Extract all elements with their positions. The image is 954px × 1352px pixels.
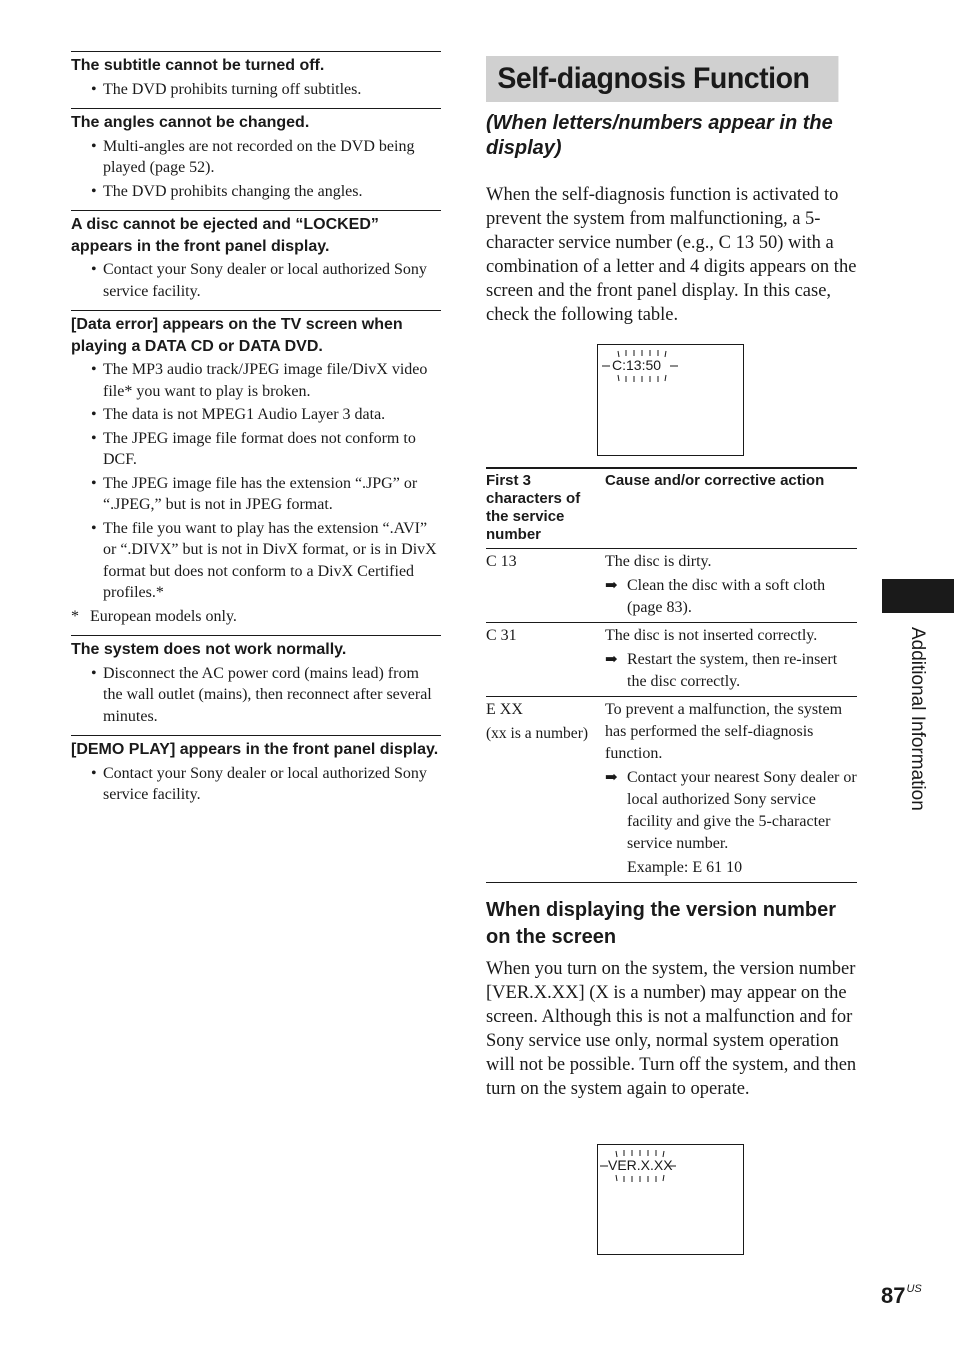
table-row xyxy=(486,623,857,697)
display-readout: C:13:50 xyxy=(612,357,662,373)
page-suffix: US xyxy=(906,1283,922,1295)
version-paragraph: When you turn on the system, the version number [VER.X.XX] (X is a number) may appear on the screen. Although this is not a malfunction and for Sony service use only, normal system operation will not be possible. Turn off the system, and then turn on the system again to operate. xyxy=(486,959,857,1099)
section-angles xyxy=(71,108,441,202)
cause-text: The disc is dirty. xyxy=(605,553,712,570)
list-item: • Disconnect the AC power cord (mains lead) from the wall outlet (mains), then reconnect after several minutes. xyxy=(91,664,432,725)
section-data-error xyxy=(71,310,441,627)
list-item: • The DVD prohibits changing the angles. xyxy=(71,181,441,203)
subheading: (When letters/numbers appear in the display) xyxy=(486,112,833,159)
list-item: • The file you want to play has the extension “.AVI” or “.DIVX” but is not in DivX format, or is in DivX format but does not conform to a DivX Certified profiles.* xyxy=(91,519,437,601)
section-title: The system does not work normally. xyxy=(71,641,347,658)
bullet-icon: • xyxy=(91,474,97,492)
page-number: $87^{US}$ xyxy=(881,1283,922,1308)
service-number-table xyxy=(486,467,857,883)
section-title: [DEMO PLAY] appears in the front panel display. xyxy=(71,741,439,758)
bullet-icon: • xyxy=(91,261,97,278)
column-header-action: Cause and/or corrective action xyxy=(605,468,857,549)
section-title: [Data error] appears on the TV screen when playing a DATA CD or DATA DVD. xyxy=(71,316,403,355)
arrow-right-icon: ➡ xyxy=(605,578,618,594)
bullet-icon: • xyxy=(91,519,97,537)
section-subtitle xyxy=(71,51,441,100)
asterisk-icon: * xyxy=(71,607,79,625)
column-header-code: First 3 characters of the service number xyxy=(486,468,605,549)
service-code: C 13 xyxy=(486,549,605,623)
version-heading: When displaying the version number on the screen xyxy=(486,899,837,948)
section-title: The angles cannot be changed. xyxy=(71,114,310,131)
list-item: • Multi-angles are not recorded on the DVD being played (page 52). xyxy=(91,137,415,176)
service-code-note: (xx is a number) xyxy=(486,725,589,742)
bullet-icon: • xyxy=(91,137,97,155)
display-readout: VER.X.XX xyxy=(608,1157,673,1173)
section-not-normal xyxy=(71,635,441,727)
action-text: ➡ Clean the disc with a soft cloth (page 83). xyxy=(605,577,826,616)
self-diagnosis-column xyxy=(486,56,857,327)
bullet-icon: • xyxy=(91,429,97,447)
display-illustration-version xyxy=(597,1144,744,1255)
list-item: • Contact your Sony dealer or local authorized Sony service facility. xyxy=(91,764,427,803)
arrow-right-icon: ➡ xyxy=(605,652,618,668)
bullet-icon: • xyxy=(91,764,97,782)
section-title: The subtitle cannot be turned off. xyxy=(71,57,325,74)
table-row xyxy=(486,549,857,623)
footnote: * European models only. xyxy=(71,606,441,628)
bullet-icon: • xyxy=(91,361,97,378)
bullet-icon: • xyxy=(91,80,97,98)
bullet-icon: • xyxy=(91,406,97,423)
list-item: • The MP3 audio track/JPEG image file/DivX video file* you want to play is broken. xyxy=(91,361,428,400)
example-text: Example: E 61 10 xyxy=(627,859,743,876)
section-locked xyxy=(71,210,441,302)
service-code: E XX xyxy=(486,701,523,718)
intro-paragraph: When the self-diagnosis function is activated to prevent the system from malfunctioning, a 5-character service number (e.g., C 13 50) with a combination of a letter and 4 digits appears on the screen and the front panel display. In this case, check the following table. xyxy=(486,185,857,325)
chapter-tab xyxy=(882,579,954,613)
cause-text: To prevent a malfunction, the system has performed the self-diagnosis function. xyxy=(605,701,843,762)
list-item: • The JPEG image file format does not conform to DCF. xyxy=(91,429,416,468)
section-title: A disc cannot be ejected and “LOCKED” appears in the front panel display. xyxy=(71,216,379,255)
chapter-label: Additional Information xyxy=(907,627,928,811)
table-header-row xyxy=(486,468,857,549)
display-illustration-service xyxy=(597,344,744,456)
list-item: • The JPEG image file has the extension “.JPG” or “.JPEG,” but is not in JPEG format. xyxy=(91,474,418,513)
list-item: • The DVD prohibits turning off subtitles. xyxy=(71,79,441,101)
table-row xyxy=(486,697,857,883)
action-text: ➡ Contact your nearest Sony dealer or local authorized Sony service facility and give the 5-character service number. xyxy=(605,769,857,852)
action-text: ➡ Restart the system, then re-insert the disc correctly. xyxy=(605,651,838,690)
list-item: • The data is not MPEG1 Audio Layer 3 data. xyxy=(71,404,441,426)
bullet-icon: • xyxy=(91,664,97,682)
bullet-icon: • xyxy=(91,182,97,200)
cause-text: The disc is not inserted correctly. xyxy=(605,627,818,644)
arrow-right-icon: ➡ xyxy=(605,770,618,786)
list-item: • Contact your Sony dealer or local authorized Sony service facility. xyxy=(91,261,427,300)
troubleshooting-column xyxy=(71,51,441,814)
service-code: C 31 xyxy=(486,623,605,697)
section-demo-play xyxy=(71,735,441,806)
page-title: Self-diagnosis Function xyxy=(486,56,838,102)
